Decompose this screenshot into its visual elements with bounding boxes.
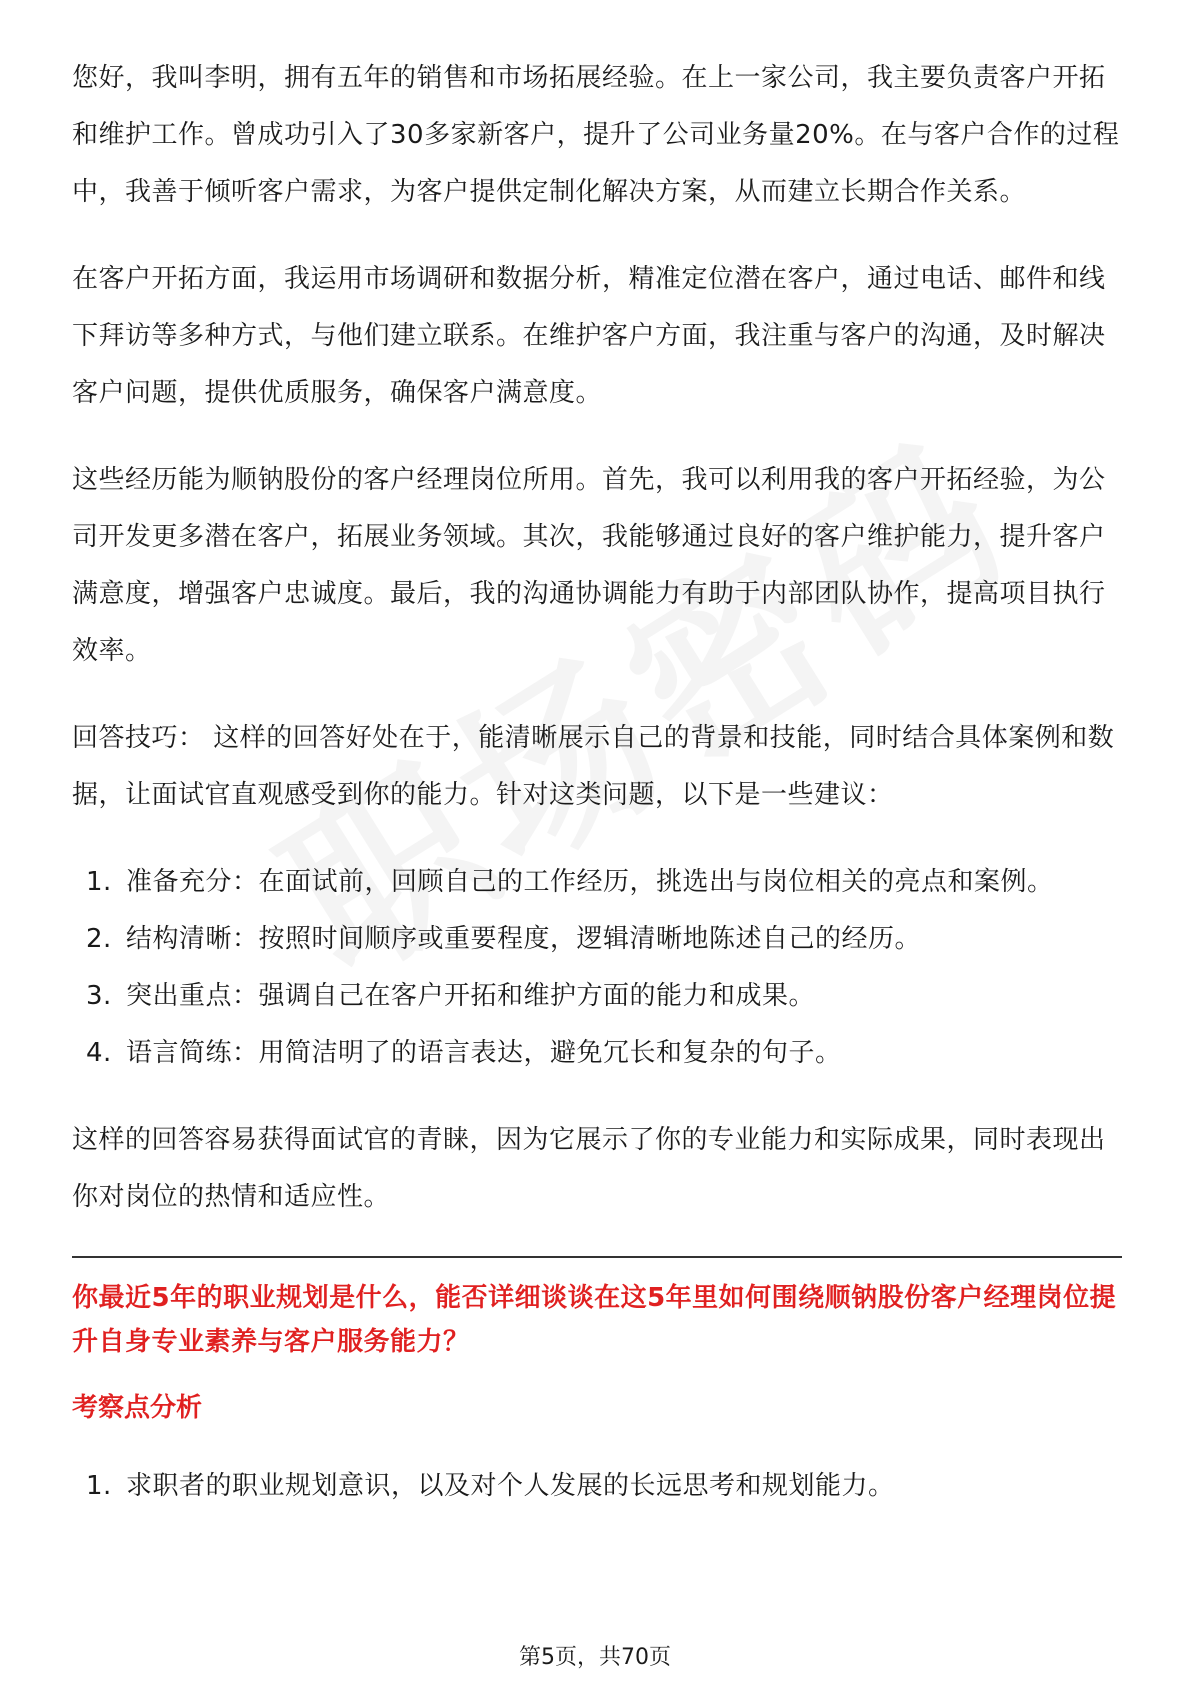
section-divider — [72, 1256, 1122, 1258]
page-number: 第5页，共70页 — [519, 1645, 671, 1670]
interview-question: 你最近5年的职业规划是什么，能否详细谈谈在这5年里如何围绕顺钠股份客户经理岗位提升自身专业素养与客户服务能力？ — [72, 1283, 1117, 1357]
paragraph-intro: 您好，我叫李明，拥有五年的销售和市场拓展经验。在上一家公司，我主要负责客户开拓和维护工作。曾成功引入了30多家新客户，提升了公司业务量20%。在与客户合作的过程中，我善于倾听客户需求，为客户提供定制化解决方案，从而建立长期合作关系。 — [72, 63, 1120, 207]
list-item: 1. 准备充分：在面试前，回顾自己的工作经历，挑选出与岗位相关的亮点和案例。 — [86, 867, 1054, 897]
list-item: 2. 结构清晰：按照时间顺序或重要程度，逻辑清晰地陈述自己的经历。 — [86, 924, 922, 954]
list-item: 4. 语言简练：用简洁明了的语言表达，避免冗长和复杂的句子。 — [86, 1038, 842, 1068]
analysis-title: 考察点分析 — [72, 1393, 203, 1423]
list-item: 1. 求职者的职业规划意识，以及对个人发展的长远思考和规划能力。 — [86, 1471, 895, 1501]
paragraph-answer-tips: 回答技巧： 这样的回答好处在于，能清晰展示自己的背景和技能，同时结合具体案例和数据，让面试官直观感受到你的能力。针对这类问题，以下是一些建议： — [72, 723, 1115, 810]
list-item: 3. 突出重点：强调自己在客户开拓和维护方面的能力和成果。 — [86, 981, 816, 1011]
paragraph-client-development: 在客户开拓方面，我运用市场调研和数据分析，精准定位潜在客户，通过电话、邮件和线下拜访等多种方式，与他们建立联系。在维护客户方面，我注重与客户的沟通，及时解决客户问题，提供优质服务，确保客户满意度。 — [72, 264, 1106, 408]
tips-list — [72, 854, 1122, 1082]
document-page — [72, 50, 1122, 1545]
paragraph-role-fit: 这些经历能为顺钠股份的客户经理岗位所用。首先，我可以利用我的客户开拓经验，为公司开发更多潜在客户，拓展业务领域。其次，我能够通过良好的客户维护能力，提升客户满意度，增强客户忠诚度。最后，我的沟通协调能力有助于内部团队协作，提高项目执行效率。 — [72, 465, 1106, 666]
analysis-list — [72, 1458, 1122, 1515]
paragraph-closing: 这样的回答容易获得面试官的青睐，因为它展示了你的专业能力和实际成果，同时表现出你对岗位的热情和适应性。 — [72, 1125, 1106, 1212]
